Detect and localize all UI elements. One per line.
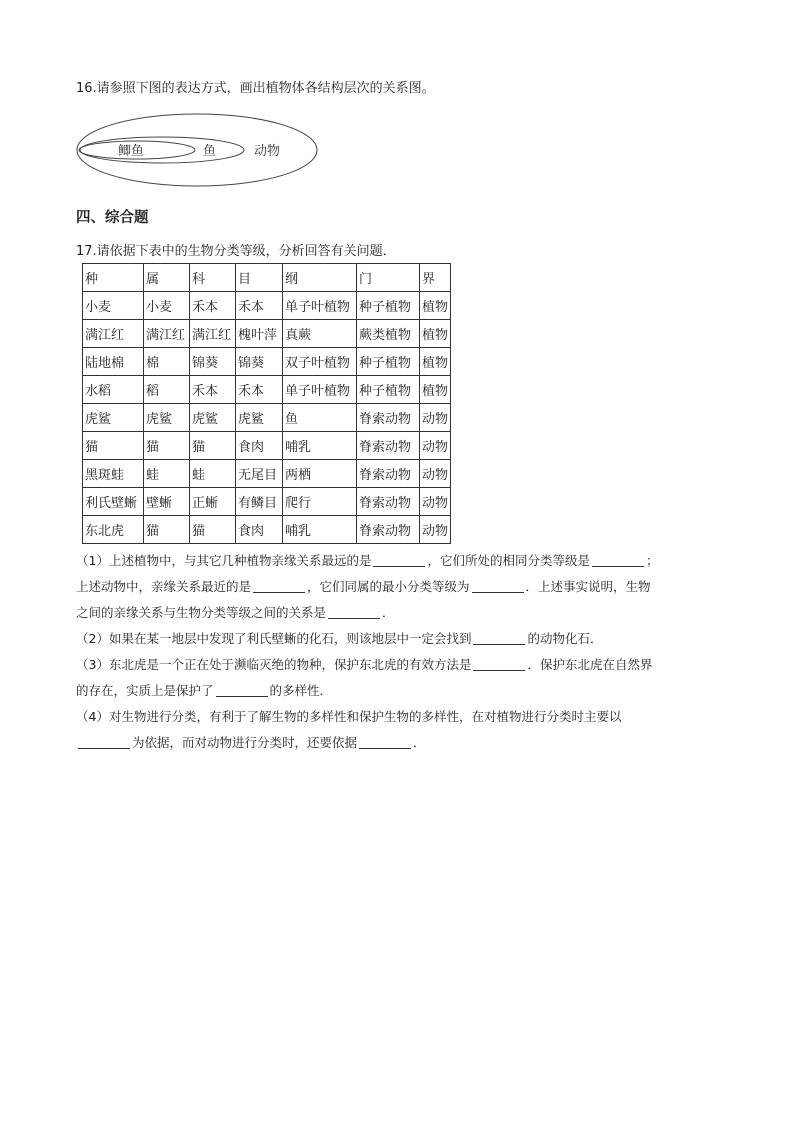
nested-ellipse-diagram bbox=[72, 110, 322, 190]
table-row bbox=[83, 376, 451, 404]
table-cell: 植物 bbox=[420, 348, 451, 376]
table-cell: 两栖 bbox=[283, 460, 357, 488]
table-header-cell: 目 bbox=[236, 264, 283, 292]
table-cell: 脊索动物 bbox=[357, 432, 420, 460]
table-cell: 锦葵 bbox=[190, 348, 236, 376]
table-cell: 蛙 bbox=[190, 460, 236, 488]
label-inner: 鲫鱼 bbox=[118, 144, 145, 159]
table-cell: 蕨类植物 bbox=[357, 320, 420, 348]
table-cell: 有鳞目 bbox=[236, 488, 283, 516]
table-cell: 种子植物 bbox=[357, 292, 420, 320]
table-cell: 食肉 bbox=[236, 432, 283, 460]
table-header-cell: 种 bbox=[83, 264, 144, 292]
table-cell: 槐叶萍 bbox=[236, 320, 283, 348]
sub-question-2: （2）如果在某一地层中发现了利氏壁蜥的化石，则该地层中一定会找到 的动物化石． bbox=[76, 631, 603, 646]
table-cell: 动物 bbox=[420, 404, 451, 432]
table-cell: 脊索动物 bbox=[357, 488, 420, 516]
classification-table bbox=[82, 263, 451, 544]
table-cell: 利氏壁蜥 bbox=[83, 488, 144, 516]
table-cell: 猫 bbox=[190, 432, 236, 460]
table-cell: 哺乳 bbox=[283, 516, 357, 544]
table-cell: 蛙 bbox=[144, 460, 190, 488]
table-cell: 虎鲨 bbox=[144, 404, 190, 432]
answer-blank[interactable] bbox=[473, 630, 525, 645]
question-16: 16.请参照下图的表达方式，画出植物体各结构层次的关系图。 bbox=[76, 81, 435, 96]
table-cell: 陆地棉 bbox=[83, 348, 144, 376]
label-middle: 鱼 bbox=[203, 144, 217, 159]
table-cell: 锦葵 bbox=[236, 348, 283, 376]
sub-questions bbox=[76, 548, 720, 756]
table-cell: 禾本 bbox=[190, 292, 236, 320]
table-cell: 猫 bbox=[144, 516, 190, 544]
table-header-cell: 纲 bbox=[283, 264, 357, 292]
answer-blank[interactable] bbox=[78, 734, 130, 749]
table-row bbox=[83, 460, 451, 488]
table-header-cell: 科 bbox=[190, 264, 236, 292]
table-cell: 真蕨 bbox=[283, 320, 357, 348]
middle-ellipse bbox=[80, 137, 244, 163]
table-cell: 满江红 bbox=[190, 320, 236, 348]
table-cell: 正蜥 bbox=[190, 488, 236, 516]
table-row bbox=[83, 292, 451, 320]
table-cell: 猫 bbox=[83, 432, 144, 460]
table-cell: 动物 bbox=[420, 432, 451, 460]
table-header-cell: 属 bbox=[144, 264, 190, 292]
table-cell: 脊索动物 bbox=[357, 516, 420, 544]
table-header-row bbox=[83, 264, 451, 292]
table-cell: 水稻 bbox=[83, 376, 144, 404]
table-cell: 动物 bbox=[420, 488, 451, 516]
table-cell: 动物 bbox=[420, 516, 451, 544]
table-cell: 单子叶植物 bbox=[283, 376, 357, 404]
table-cell: 黑斑蛙 bbox=[83, 460, 144, 488]
answer-blank[interactable] bbox=[472, 578, 524, 593]
table-row bbox=[83, 432, 451, 460]
table-row bbox=[83, 488, 451, 516]
answer-blank[interactable] bbox=[359, 734, 411, 749]
table-cell: 满江红 bbox=[144, 320, 190, 348]
label-outer: 动物 bbox=[254, 144, 281, 159]
sub-question-4: （4）对生物进行分类，有利于了解生物的多样性和保护生物的多样性，在对植物进行分类时主要以 为依据，而对动物进行分类时，还要依据 ． bbox=[76, 709, 622, 750]
answer-blank[interactable] bbox=[592, 552, 644, 567]
table-cell: 虎鲨 bbox=[236, 404, 283, 432]
table-cell: 禾本 bbox=[190, 376, 236, 404]
table-cell: 脊索动物 bbox=[357, 460, 420, 488]
table-cell: 无尾目 bbox=[236, 460, 283, 488]
table-cell: 虎鲨 bbox=[83, 404, 144, 432]
table-cell: 植物 bbox=[420, 376, 451, 404]
table-cell: 脊索动物 bbox=[357, 404, 420, 432]
answer-blank[interactable] bbox=[473, 656, 525, 671]
table-cell: 小麦 bbox=[83, 292, 144, 320]
sub-question-3: （3）东北虎是一个正在处于濒临灭绝的物种，保护东北虎的有效方法是 ．保护东北虎在自然界 的存在，实质上是保护了 的多样性． bbox=[76, 657, 653, 698]
table-cell: 东北虎 bbox=[83, 516, 144, 544]
answer-blank[interactable] bbox=[328, 604, 380, 619]
table-cell: 稻 bbox=[144, 376, 190, 404]
question-17: 17.请依据下表中的生物分类等级，分析回答有关问题． bbox=[76, 244, 396, 259]
table-row bbox=[83, 320, 451, 348]
answer-blank[interactable] bbox=[216, 682, 268, 697]
section-title: 四、综合题 bbox=[76, 210, 149, 226]
table-cell: 动物 bbox=[420, 460, 451, 488]
table-cell: 鱼 bbox=[283, 404, 357, 432]
table-cell: 哺乳 bbox=[283, 432, 357, 460]
table-cell: 食肉 bbox=[236, 516, 283, 544]
table-cell: 棉 bbox=[144, 348, 190, 376]
table-cell: 壁蜥 bbox=[144, 488, 190, 516]
table-cell: 种子植物 bbox=[357, 376, 420, 404]
table-cell: 单子叶植物 bbox=[283, 292, 357, 320]
table-cell: 禾本 bbox=[236, 292, 283, 320]
table-header-cell: 门 bbox=[357, 264, 420, 292]
table-cell: 猫 bbox=[190, 516, 236, 544]
table-cell: 小麦 bbox=[144, 292, 190, 320]
table-cell: 双子叶植物 bbox=[283, 348, 357, 376]
table-header-cell: 界 bbox=[420, 264, 451, 292]
outer-ellipse bbox=[77, 114, 317, 186]
table-cell: 禾本 bbox=[236, 376, 283, 404]
sub-question-1: （1）上述植物中，与其它几种植物亲缘关系最远的是 ，它们所处的相同分类等级是 ； 上述动物中，亲缘关系最近的是 ，它们同属的最小分类等级为 ．上述事实说明，生物 之间的亲缘关系与生物分类等级之间的关系是 ． bbox=[76, 553, 659, 620]
table-cell: 种子植物 bbox=[357, 348, 420, 376]
table-row bbox=[83, 348, 451, 376]
table-cell: 植物 bbox=[420, 292, 451, 320]
table-cell: 爬行 bbox=[283, 488, 357, 516]
table-cell: 猫 bbox=[144, 432, 190, 460]
table-cell: 植物 bbox=[420, 320, 451, 348]
table-cell: 虎鲨 bbox=[190, 404, 236, 432]
answer-blank[interactable] bbox=[373, 552, 425, 567]
answer-blank[interactable] bbox=[253, 578, 305, 593]
table-row bbox=[83, 516, 451, 544]
table-cell: 满江红 bbox=[83, 320, 144, 348]
table-row bbox=[83, 404, 451, 432]
